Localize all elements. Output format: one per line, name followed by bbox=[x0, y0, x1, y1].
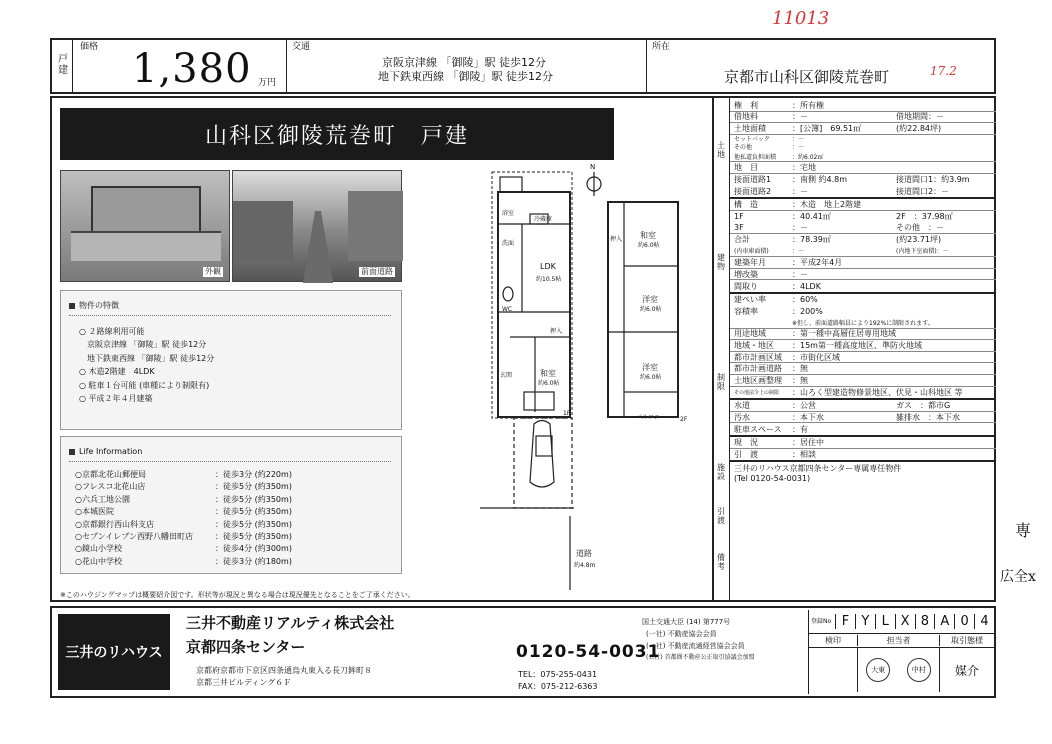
photo-caption-exterior: 外観 bbox=[205, 267, 221, 277]
room-wc: WC bbox=[502, 306, 513, 313]
association-2: (一社) 不動産流通経営協会会員 bbox=[646, 642, 745, 650]
facility-distance: ：徒歩5分 (約350m) bbox=[215, 519, 292, 529]
side-label-facility: 施設 bbox=[717, 463, 725, 481]
facility-section bbox=[730, 400, 996, 437]
detail-row: 他私道負担面積 ：約6.02㎡ bbox=[730, 151, 996, 163]
detail-row: 用途地域 ：第一種中高層住居専用地域 bbox=[730, 329, 996, 341]
code-char: 4 bbox=[974, 614, 994, 629]
code-char: 8 bbox=[915, 614, 935, 629]
photo-caption-road: 前面道路 bbox=[361, 267, 393, 277]
room-ldk-size: 約10.5帖 bbox=[536, 276, 562, 283]
notes-section bbox=[730, 462, 996, 485]
brand-logo bbox=[58, 614, 170, 690]
features-title: 物件の特徴 bbox=[79, 301, 119, 310]
association-3: (公社) 首都圏不動産公正取引協議会加盟 bbox=[646, 654, 755, 661]
code-char: X bbox=[895, 614, 915, 629]
detail-row: 汚水 ：本下水 雑排水 ：本下水 bbox=[730, 412, 996, 424]
freedial-number[interactable]: 0120-54-0031 bbox=[516, 642, 661, 662]
life-info-title: Life Information bbox=[79, 447, 143, 456]
access-line-1: 京阪京津線 「御陵」駅 徒歩12分 bbox=[382, 56, 546, 69]
floor-2f-label: 2F bbox=[680, 416, 688, 423]
facility-distance: ：徒歩3分 (約220m) bbox=[215, 470, 292, 479]
north-label: N bbox=[590, 163, 596, 171]
price-unit: 万円 bbox=[258, 78, 277, 88]
facility-name: ○六兵工地公園 bbox=[75, 494, 130, 504]
center-name: 京都四条センター bbox=[186, 638, 306, 656]
detail-row: セットバック ：－ bbox=[734, 136, 805, 144]
detail-row: 合計 ：78.39㎡ (約23.71坪) bbox=[734, 235, 942, 245]
side-label-land: 土地 bbox=[717, 141, 725, 159]
brand-name: 三井のリハウス bbox=[65, 645, 163, 661]
facility-distance: ：徒歩5分 (約350m) bbox=[215, 507, 292, 517]
room-yoshitsu-1: 洋室 bbox=[642, 295, 658, 304]
room-wash: 洗面 bbox=[502, 240, 515, 247]
company-name: 三井不動産リアルティ株式会社 bbox=[186, 614, 395, 632]
detail-row: 駐車スペース ：有 bbox=[734, 424, 808, 434]
col-label-inspection: 検印 bbox=[825, 636, 841, 645]
handwritten-note: 広全x bbox=[1000, 569, 1036, 585]
road-label: 道路 bbox=[576, 549, 592, 558]
restriction-section bbox=[730, 294, 996, 400]
facility-name: ○本城医院 bbox=[75, 507, 114, 517]
side-label-restriction: 制限 bbox=[717, 373, 725, 391]
facility-name: ○花山中学校 bbox=[75, 556, 122, 566]
stamp-seal: 中村 bbox=[907, 658, 931, 682]
detail-row: その他 ：－ bbox=[734, 144, 805, 152]
room-balcony: バルコニー bbox=[636, 414, 667, 421]
facility-distance: ：徒歩4分 (約300m) bbox=[215, 544, 292, 554]
square-icon bbox=[69, 449, 75, 455]
feature-item: ○ 平成２年４月建築 bbox=[79, 394, 153, 404]
header-box bbox=[50, 38, 996, 94]
room-ldk: LDK bbox=[540, 262, 556, 271]
facility-distance: ：徒歩5分 (約350m) bbox=[215, 532, 292, 542]
association-1: (一社) 不動産協会会員 bbox=[646, 630, 717, 638]
details-table bbox=[712, 98, 994, 600]
detail-row: (内車庫面積) ：－ (内地下室面積)：－ bbox=[730, 246, 996, 258]
land-section bbox=[730, 100, 996, 199]
room-yoshitsu-2-size: 約6.0帖 bbox=[640, 374, 662, 381]
room-oshiire-2f: 押入 bbox=[610, 236, 623, 243]
detail-row: 容積率 ：200% bbox=[734, 306, 823, 316]
detail-row: 増改築 ：－ bbox=[730, 269, 996, 281]
location-value: 京都市山科区御陵荒巻町 bbox=[724, 68, 890, 86]
access-line-2: 地下鉄東西線 「御陵」駅 徒歩12分 bbox=[378, 70, 553, 83]
side-label-handover: 引渡 bbox=[717, 507, 725, 525]
map-disclaimer: ※このハウジングマップは概要紹介図です。形状等が現況と異なる場合は現況優先となることをご了承ください。 bbox=[60, 591, 415, 599]
room-kitchen: 冷蔵庫 bbox=[534, 216, 553, 223]
room-bath: 浴室 bbox=[502, 210, 515, 217]
detail-row: その他法令上の制限 ：山ろく型建造物修景地区、伏見・山科地区 等 bbox=[734, 387, 963, 397]
room-genkan: 玄関 bbox=[500, 372, 513, 379]
square-icon bbox=[69, 303, 75, 309]
detail-row: ※但し、前面道路幅員により192%に制限されます。 bbox=[730, 317, 996, 329]
type-label: 戸建 bbox=[58, 54, 68, 76]
facility-distance: ：徒歩5分 (約350m) bbox=[215, 482, 292, 492]
code-char: A bbox=[934, 614, 954, 629]
room-yoshitsu-1-size: 約6.0帖 bbox=[640, 306, 662, 313]
detail-row: 都市計画道路 ：無 bbox=[730, 363, 996, 375]
footer bbox=[50, 606, 996, 698]
facility-name: ○鏡山小学校 bbox=[75, 544, 122, 554]
detail-row: 建ぺい率 ：60% bbox=[734, 295, 818, 305]
detail-row: 3F ：－ その他 ：－ bbox=[730, 222, 996, 234]
detail-row: 権 利 ：所有権 bbox=[730, 100, 996, 112]
room-oshiire: 押入 bbox=[550, 328, 563, 335]
handover-section bbox=[730, 437, 996, 462]
code-char: 0 bbox=[954, 614, 974, 629]
feature-item: ○ 木造2階建 4LDK bbox=[79, 367, 155, 377]
feature-item: 京阪京津線 「御陵」駅 徒歩12分 bbox=[79, 340, 207, 350]
code-char: L bbox=[875, 614, 895, 629]
exterior-photo bbox=[60, 170, 230, 282]
address-line-2: 京都三井ビルディング６Ｆ bbox=[196, 678, 292, 687]
floor-1f-label: 1F bbox=[563, 410, 571, 417]
note-line: (Tel 0120-54-0031) bbox=[734, 473, 811, 483]
banner-title: 山科区御陵荒巻町 戸建 bbox=[204, 123, 469, 149]
road-photo bbox=[232, 170, 402, 282]
code-char: F bbox=[835, 614, 855, 629]
detail-row: 1F ：40.41㎡ 2F ：37.98㎡ bbox=[734, 212, 953, 222]
handwritten-number: 11013 bbox=[772, 8, 830, 29]
side-label-building: 建物 bbox=[717, 253, 725, 271]
tel-number[interactable]: TEL：075-255-0431 bbox=[518, 670, 598, 679]
price-value: 1,380 bbox=[132, 46, 252, 92]
detail-row: 土地区画整理 ：無 bbox=[730, 375, 996, 387]
feature-item: 地下鉄東西線 「御陵」駅 徒歩12分 bbox=[79, 353, 215, 363]
price-label: 価格 bbox=[80, 42, 99, 52]
address-line-1: 京都府京都市下京区四条通烏丸東入る長刀鉾町８ bbox=[196, 666, 372, 675]
registration-grid bbox=[808, 610, 994, 694]
stamp-seal: 大東 bbox=[866, 658, 890, 682]
col-label-staff: 担当者 bbox=[857, 635, 939, 646]
room-yoshitsu-2: 洋室 bbox=[642, 363, 658, 372]
detail-row: 接面道路2 ：－ 接道間口2：－ bbox=[734, 186, 950, 196]
side-label-notes: 備考 bbox=[717, 553, 725, 571]
facility-name: ○セブンイレブン西野八幡田町店 bbox=[75, 532, 193, 542]
detail-row: 間取り ：4LDK bbox=[734, 281, 821, 291]
room-washitsu-1f-size: 約6.0帖 bbox=[538, 380, 560, 387]
facility-distance: ：徒歩5分 (約350m) bbox=[215, 494, 292, 504]
facility-name: ○京都北花山郵便局 bbox=[75, 470, 146, 479]
detail-row: 地 目 ：宅地 bbox=[730, 162, 996, 174]
detail-row: 土地面積 ：[公簿] 69.51㎡ (約22.84坪) bbox=[730, 123, 996, 135]
transaction-mode: 媒介 bbox=[939, 648, 994, 692]
features-box bbox=[60, 290, 402, 430]
license-number: 国土交通大臣 (14) 第777号 bbox=[642, 618, 731, 626]
code-char: Y bbox=[855, 614, 875, 629]
feature-item: ○ ２路線利用可能 bbox=[79, 327, 145, 336]
detail-row: 都市計画区域 ：市街化区域 bbox=[730, 352, 996, 364]
road-width: 約4.8m bbox=[574, 562, 596, 569]
location-label: 所在 bbox=[652, 42, 671, 52]
room-washitsu-1f: 和室 bbox=[540, 369, 556, 378]
room-washitsu-2f: 和室 bbox=[640, 231, 656, 240]
detail-row: 地域・地区 ：15m第一種高度地区、準防火地域 bbox=[730, 340, 996, 352]
life-info-list bbox=[75, 469, 292, 568]
facility-name: ○京都銀行西山科支店 bbox=[75, 519, 154, 529]
detail-row: 建築年月 ：平成2年4月 bbox=[730, 257, 996, 269]
detail-row: 現 況 ：居住中 bbox=[730, 437, 996, 449]
features-list bbox=[79, 325, 214, 405]
room-washitsu-2f-size: 約6.0帖 bbox=[638, 242, 660, 249]
col-label-transaction: 取引態様 bbox=[939, 635, 994, 646]
facility-distance: ：徒歩3分 (約180m) bbox=[215, 556, 292, 566]
access-label: 交通 bbox=[292, 42, 311, 52]
detail-row: 水道 ：公営 ガス ：都市G bbox=[730, 400, 996, 412]
facility-name: ○フレスコ北花山店 bbox=[75, 482, 146, 492]
detail-row: 接面道路1 ：南側 約4.8m 接道間口1：約3.9m bbox=[734, 175, 970, 185]
building-section bbox=[730, 199, 996, 294]
detail-row: 引 渡 ：相談 bbox=[734, 449, 816, 459]
handwritten-date: 17.2 bbox=[930, 64, 957, 78]
code-label: 登録No bbox=[811, 617, 832, 625]
title-banner bbox=[60, 108, 614, 160]
detail-row: 構 造 ：木造 地上2階建 bbox=[730, 199, 996, 211]
feature-item: ○ 駐車１台可能 (車種により制限有) bbox=[79, 380, 210, 390]
life-info-box bbox=[60, 436, 402, 574]
fax-number: FAX：075-212-6363 bbox=[518, 682, 598, 691]
detail-row: 借地料 ：－ 借地期間：－ bbox=[730, 112, 996, 124]
handwritten-note: 専 bbox=[1015, 521, 1032, 540]
note-line: 三井のリハウス京都四条センター専属専任物件 bbox=[734, 464, 902, 474]
